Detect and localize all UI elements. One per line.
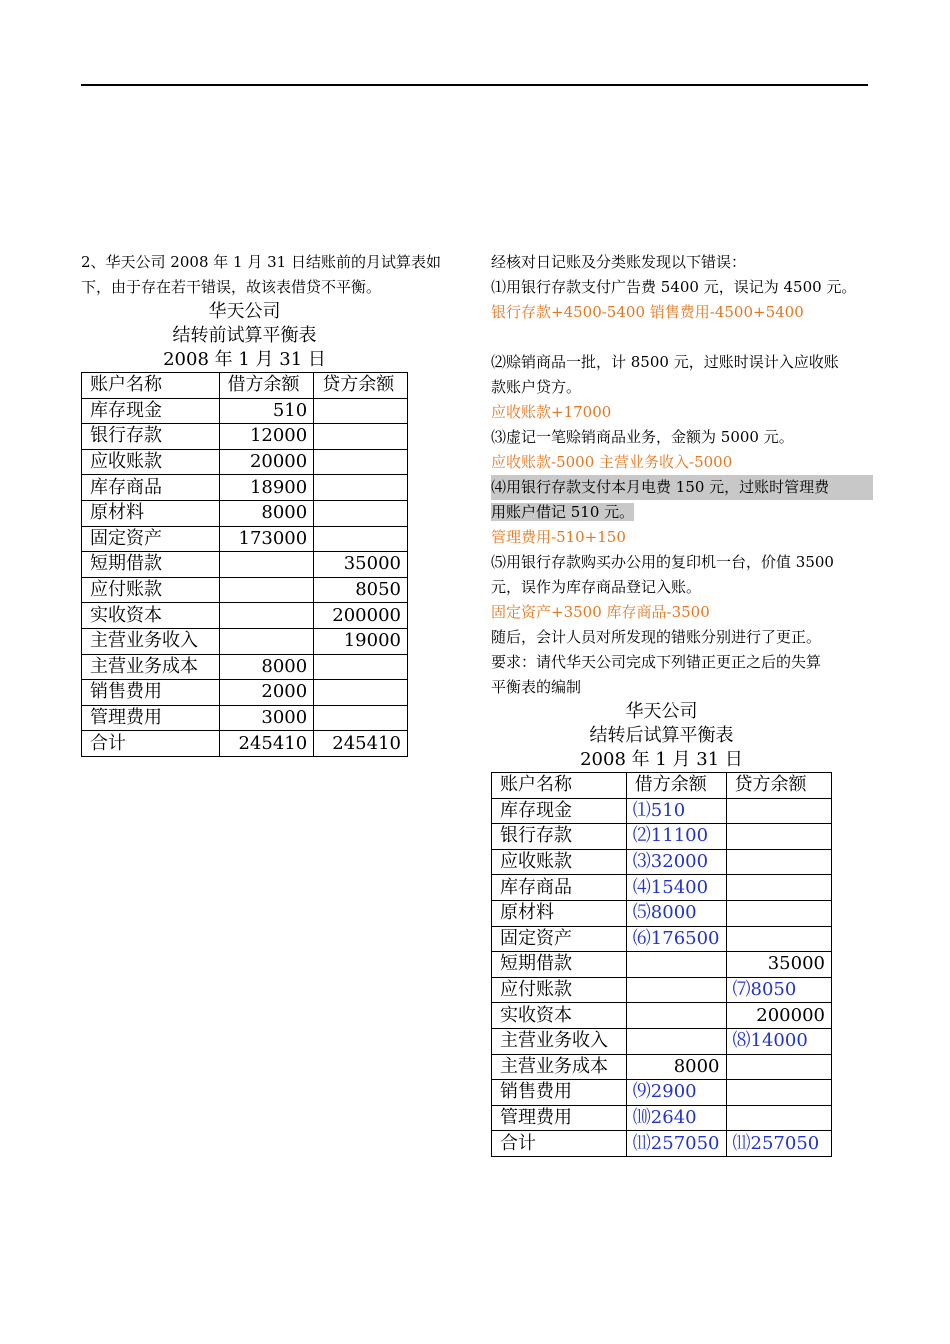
cell-credit <box>726 875 831 901</box>
cell-account: 管理费用 <box>492 1105 627 1131</box>
cell-credit <box>726 1054 831 1080</box>
error-4-line-2 <box>491 500 873 525</box>
cell-debit: ⑶32000 <box>626 849 726 875</box>
cell-debit: ⑾257050 <box>626 1131 726 1157</box>
error-5-line-2: 元，误作为库存商品登记入账。 <box>491 578 702 596</box>
answer-4: 管理费用-510+150 <box>491 528 626 546</box>
table-date-after: 2008 年 1 月 31 日 <box>580 749 743 770</box>
right-column <box>491 250 873 1157</box>
cell-account: 库存商品 <box>82 475 220 501</box>
cell-debit <box>219 577 314 603</box>
error-2-line-2: 款账户贷方。 <box>491 378 582 396</box>
cell-credit <box>314 705 408 731</box>
cell-debit <box>219 552 314 578</box>
cell-credit: ⑻14000 <box>726 1028 831 1054</box>
requirement-line-1: 要求：请代华天公司完成下列错正更正之后的失算 <box>491 653 822 671</box>
intro-line-2: 下，由于存在若干错误，故该表借贷不平衡。 <box>81 278 382 296</box>
cell-debit: ⑽2640 <box>626 1105 726 1131</box>
table-row <box>492 977 832 1003</box>
cell-debit <box>219 628 314 654</box>
cell-credit: 8050 <box>314 577 408 603</box>
cell-account: 实收资本 <box>82 603 220 629</box>
table-row <box>82 449 408 475</box>
table-row <box>82 526 408 552</box>
cell-account: 短期借款 <box>492 952 627 978</box>
error-4-highlight-2: 用账户借记 510 元。 <box>491 503 635 521</box>
cell-account: 短期借款 <box>82 552 220 578</box>
table-row <box>492 1131 832 1157</box>
cell-credit <box>726 798 831 824</box>
error-1: ⑴用银行存款支付广告费 5400 元，误记为 4500 元。 <box>491 278 857 296</box>
header-debit: 借方余额 <box>219 373 314 399</box>
cell-account: 实收资本 <box>492 1003 627 1029</box>
answer-3: 应收账款-5000 主营业务收入-5000 <box>491 453 733 471</box>
cell-credit <box>314 526 408 552</box>
header-credit-after: 贷方余额 <box>726 773 831 799</box>
cell-debit: ⑴510 <box>626 798 726 824</box>
cell-debit: 20000 <box>219 449 314 475</box>
cell-credit: ⑺8050 <box>726 977 831 1003</box>
table-row <box>492 1003 832 1029</box>
table-row <box>492 875 832 901</box>
table-row <box>82 603 408 629</box>
cell-account: 应收账款 <box>492 849 627 875</box>
error-3: ⑶虚记一笔赊销商品业务，金额为 5000 元。 <box>491 428 794 446</box>
table-row <box>82 628 408 654</box>
cell-credit <box>314 475 408 501</box>
cell-credit <box>314 500 408 526</box>
cell-account: 主营业务成本 <box>492 1054 627 1080</box>
cell-debit: 510 <box>219 398 314 424</box>
cell-account: 主营业务收入 <box>492 1028 627 1054</box>
cell-account: 合计 <box>82 731 220 757</box>
cell-account: 库存商品 <box>492 875 627 901</box>
table-row <box>82 705 408 731</box>
cell-debit <box>626 977 726 1003</box>
table-row <box>82 398 408 424</box>
table-row <box>492 824 832 850</box>
table-row <box>492 1054 832 1080</box>
header-credit: 贷方余额 <box>314 373 408 399</box>
cell-account: 合计 <box>492 1131 627 1157</box>
cell-credit: ⑾257050 <box>726 1131 831 1157</box>
cell-debit: ⑷15400 <box>626 875 726 901</box>
cell-credit <box>314 654 408 680</box>
cell-account: 原材料 <box>492 900 627 926</box>
cell-account: 管理费用 <box>82 705 220 731</box>
cell-debit: 8000 <box>219 654 314 680</box>
cell-account: 主营业务收入 <box>82 628 220 654</box>
errors-heading: 经核对日记账及分类账发现以下错误： <box>491 253 747 271</box>
error-4-highlight: 150 元，过账时管理费 <box>675 478 830 496</box>
after-trial-balance-table <box>491 772 832 1157</box>
error-4-line-1 <box>491 475 873 500</box>
company-name-after: 华天公司 <box>625 701 698 722</box>
cell-credit <box>726 900 831 926</box>
table-row <box>82 731 408 757</box>
cell-credit: 35000 <box>726 952 831 978</box>
answer-5: 固定资产+3500 库存商品-3500 <box>491 603 710 621</box>
table-row <box>82 424 408 450</box>
table-row <box>492 926 832 952</box>
cell-account: 应收账款 <box>82 449 220 475</box>
cell-credit: 200000 <box>726 1003 831 1029</box>
cell-credit <box>314 398 408 424</box>
cell-credit <box>314 449 408 475</box>
cell-account: 银行存款 <box>492 824 627 850</box>
cell-debit: 8000 <box>626 1054 726 1080</box>
cell-account: 销售费用 <box>492 1080 627 1106</box>
cell-account: 固定资产 <box>82 526 220 552</box>
cell-debit: ⑼2900 <box>626 1080 726 1106</box>
company-name: 华天公司 <box>208 301 281 322</box>
cell-debit: 12000 <box>219 424 314 450</box>
table-row <box>82 500 408 526</box>
cell-debit: 245410 <box>219 731 314 757</box>
cell-credit: 245410 <box>314 731 408 757</box>
intro-line-1: 2、华天公司 2008 年 1 月 31 日结账前的月试算表如 <box>81 253 441 271</box>
header-rule <box>81 84 868 86</box>
cell-debit: 173000 <box>219 526 314 552</box>
table-row <box>492 849 832 875</box>
cell-debit <box>219 603 314 629</box>
cell-credit <box>726 849 831 875</box>
table-row <box>492 798 832 824</box>
cell-debit: ⑵11100 <box>626 824 726 850</box>
table-row <box>492 1080 832 1106</box>
cell-credit: 200000 <box>314 603 408 629</box>
cell-account: 固定资产 <box>492 926 627 952</box>
correction-note: 随后，会计人员对所发现的错账分别进行了更正。 <box>491 628 822 646</box>
cell-debit: ⑸8000 <box>626 900 726 926</box>
cell-account: 主营业务成本 <box>82 654 220 680</box>
cell-account: 应付账款 <box>492 977 627 1003</box>
cell-debit: 3000 <box>219 705 314 731</box>
cell-debit: 2000 <box>219 680 314 706</box>
cell-credit <box>726 1105 831 1131</box>
cell-account: 应付账款 <box>82 577 220 603</box>
error-5-line-1: ⑸用银行存款购买办公用的复印机一台，价值 3500 <box>491 553 834 571</box>
cell-credit <box>726 1080 831 1106</box>
cell-credit <box>314 424 408 450</box>
cell-credit <box>726 824 831 850</box>
error-2-line-1: ⑵赊销商品一批，计 8500 元，过账时误计入应收账 <box>491 353 839 371</box>
before-trial-balance-table <box>81 372 408 757</box>
table-row <box>82 475 408 501</box>
cell-debit: ⑹176500 <box>626 926 726 952</box>
table-row <box>82 680 408 706</box>
table-row <box>82 552 408 578</box>
table-row <box>492 1028 832 1054</box>
table-row <box>492 952 832 978</box>
error-4-text: ⑷用银行存款支付本月电费 <box>491 478 676 496</box>
answer-1: 银行存款+4500-5400 销售费用-4500+5400 <box>491 303 804 321</box>
cell-account: 库存现金 <box>492 798 627 824</box>
table-title: 结转前试算平衡表 <box>172 325 317 346</box>
header-account-after: 账户名称 <box>492 773 627 799</box>
header-account: 账户名称 <box>82 373 220 399</box>
answer-2: 应收账款+17000 <box>491 403 612 421</box>
table-row <box>82 654 408 680</box>
table-row <box>492 1105 832 1131</box>
table-row <box>82 577 408 603</box>
cell-debit: 18900 <box>219 475 314 501</box>
cell-credit <box>314 680 408 706</box>
left-column <box>81 250 463 757</box>
cell-debit: 8000 <box>219 500 314 526</box>
requirement-line-2: 平衡表的编制 <box>491 678 582 696</box>
cell-account: 原材料 <box>82 500 220 526</box>
table-header-row <box>82 373 408 399</box>
cell-account: 银行存款 <box>82 424 220 450</box>
table-header-row-after <box>492 773 832 799</box>
cell-account: 销售费用 <box>82 680 220 706</box>
cell-account: 库存现金 <box>82 398 220 424</box>
table-row <box>492 900 832 926</box>
header-debit-after: 借方余额 <box>626 773 726 799</box>
cell-credit <box>726 926 831 952</box>
cell-debit <box>626 1003 726 1029</box>
table-title-after: 结转后试算平衡表 <box>589 725 734 746</box>
cell-credit: 19000 <box>314 628 408 654</box>
cell-debit <box>626 952 726 978</box>
table-date: 2008 年 1 月 31 日 <box>163 349 326 370</box>
cell-credit: 35000 <box>314 552 408 578</box>
cell-debit <box>626 1028 726 1054</box>
